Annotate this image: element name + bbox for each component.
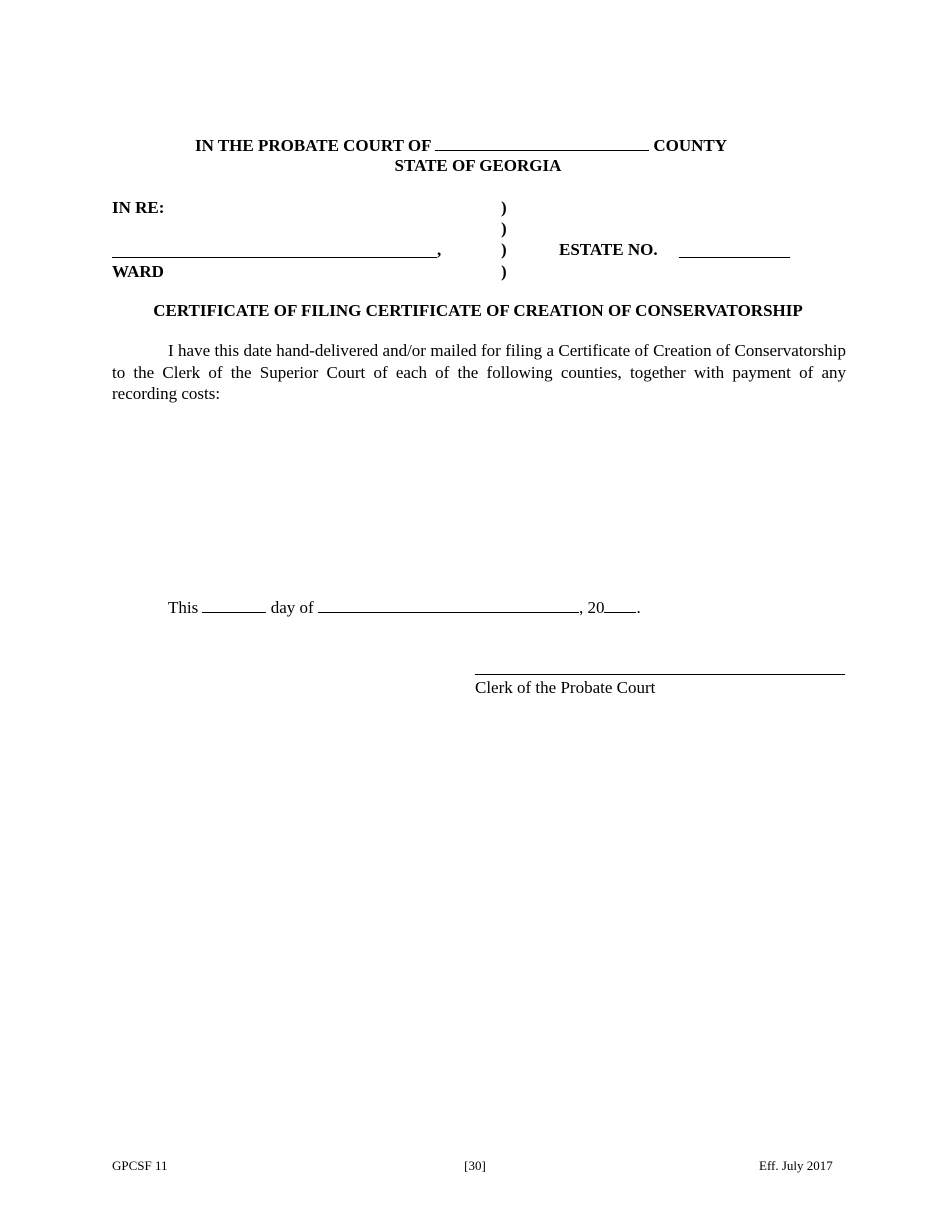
date-period: . bbox=[636, 598, 641, 617]
body-paragraph-text: I have this date hand-delivered and/or mailed for filing a Certificate of Creation of Conservatorship to the Clerk of the Superior Court of each of the following counties, together with payment of any recording costs: bbox=[112, 341, 846, 403]
signature-label: Clerk of the Probate Court bbox=[475, 678, 656, 697]
court-header-line bbox=[195, 134, 727, 156]
caption-paren-1: ) bbox=[501, 198, 507, 217]
state-heading: STATE OF GEORGIA bbox=[394, 156, 562, 175]
body-paragraph bbox=[112, 340, 846, 405]
date-this: This bbox=[168, 598, 199, 617]
footer-page-number: [30] bbox=[464, 1158, 486, 1173]
caption-paren-4: ) bbox=[501, 262, 507, 281]
ward-label: WARD bbox=[112, 262, 164, 281]
footer-form-id: GPCSF 11 bbox=[112, 1158, 168, 1173]
estate-no-line bbox=[679, 257, 790, 258]
caption-paren-3: ) bbox=[501, 240, 507, 259]
court-prefix: IN THE PROBATE COURT OF bbox=[195, 136, 431, 155]
date-day-of: day of bbox=[270, 598, 314, 617]
signature-line bbox=[475, 674, 845, 675]
in-re-label: IN RE: bbox=[112, 198, 165, 217]
date-line bbox=[168, 596, 641, 618]
ward-name-line bbox=[112, 257, 437, 258]
caption-paren-2: ) bbox=[501, 219, 507, 238]
footer-effective-date: Eff. July 2017 bbox=[759, 1158, 833, 1173]
year-blank bbox=[604, 596, 636, 613]
county-blank bbox=[435, 134, 649, 151]
document-title: CERTIFICATE OF FILING CERTIFICATE OF CREATION OF CONSERVATORSHIP bbox=[153, 301, 803, 320]
date-year-prefix: , 20 bbox=[578, 598, 605, 617]
day-blank bbox=[202, 596, 266, 613]
court-suffix: COUNTY bbox=[653, 136, 728, 155]
ward-comma: , bbox=[437, 240, 442, 259]
month-blank bbox=[318, 596, 579, 613]
estate-no-label: ESTATE NO. bbox=[559, 240, 658, 259]
